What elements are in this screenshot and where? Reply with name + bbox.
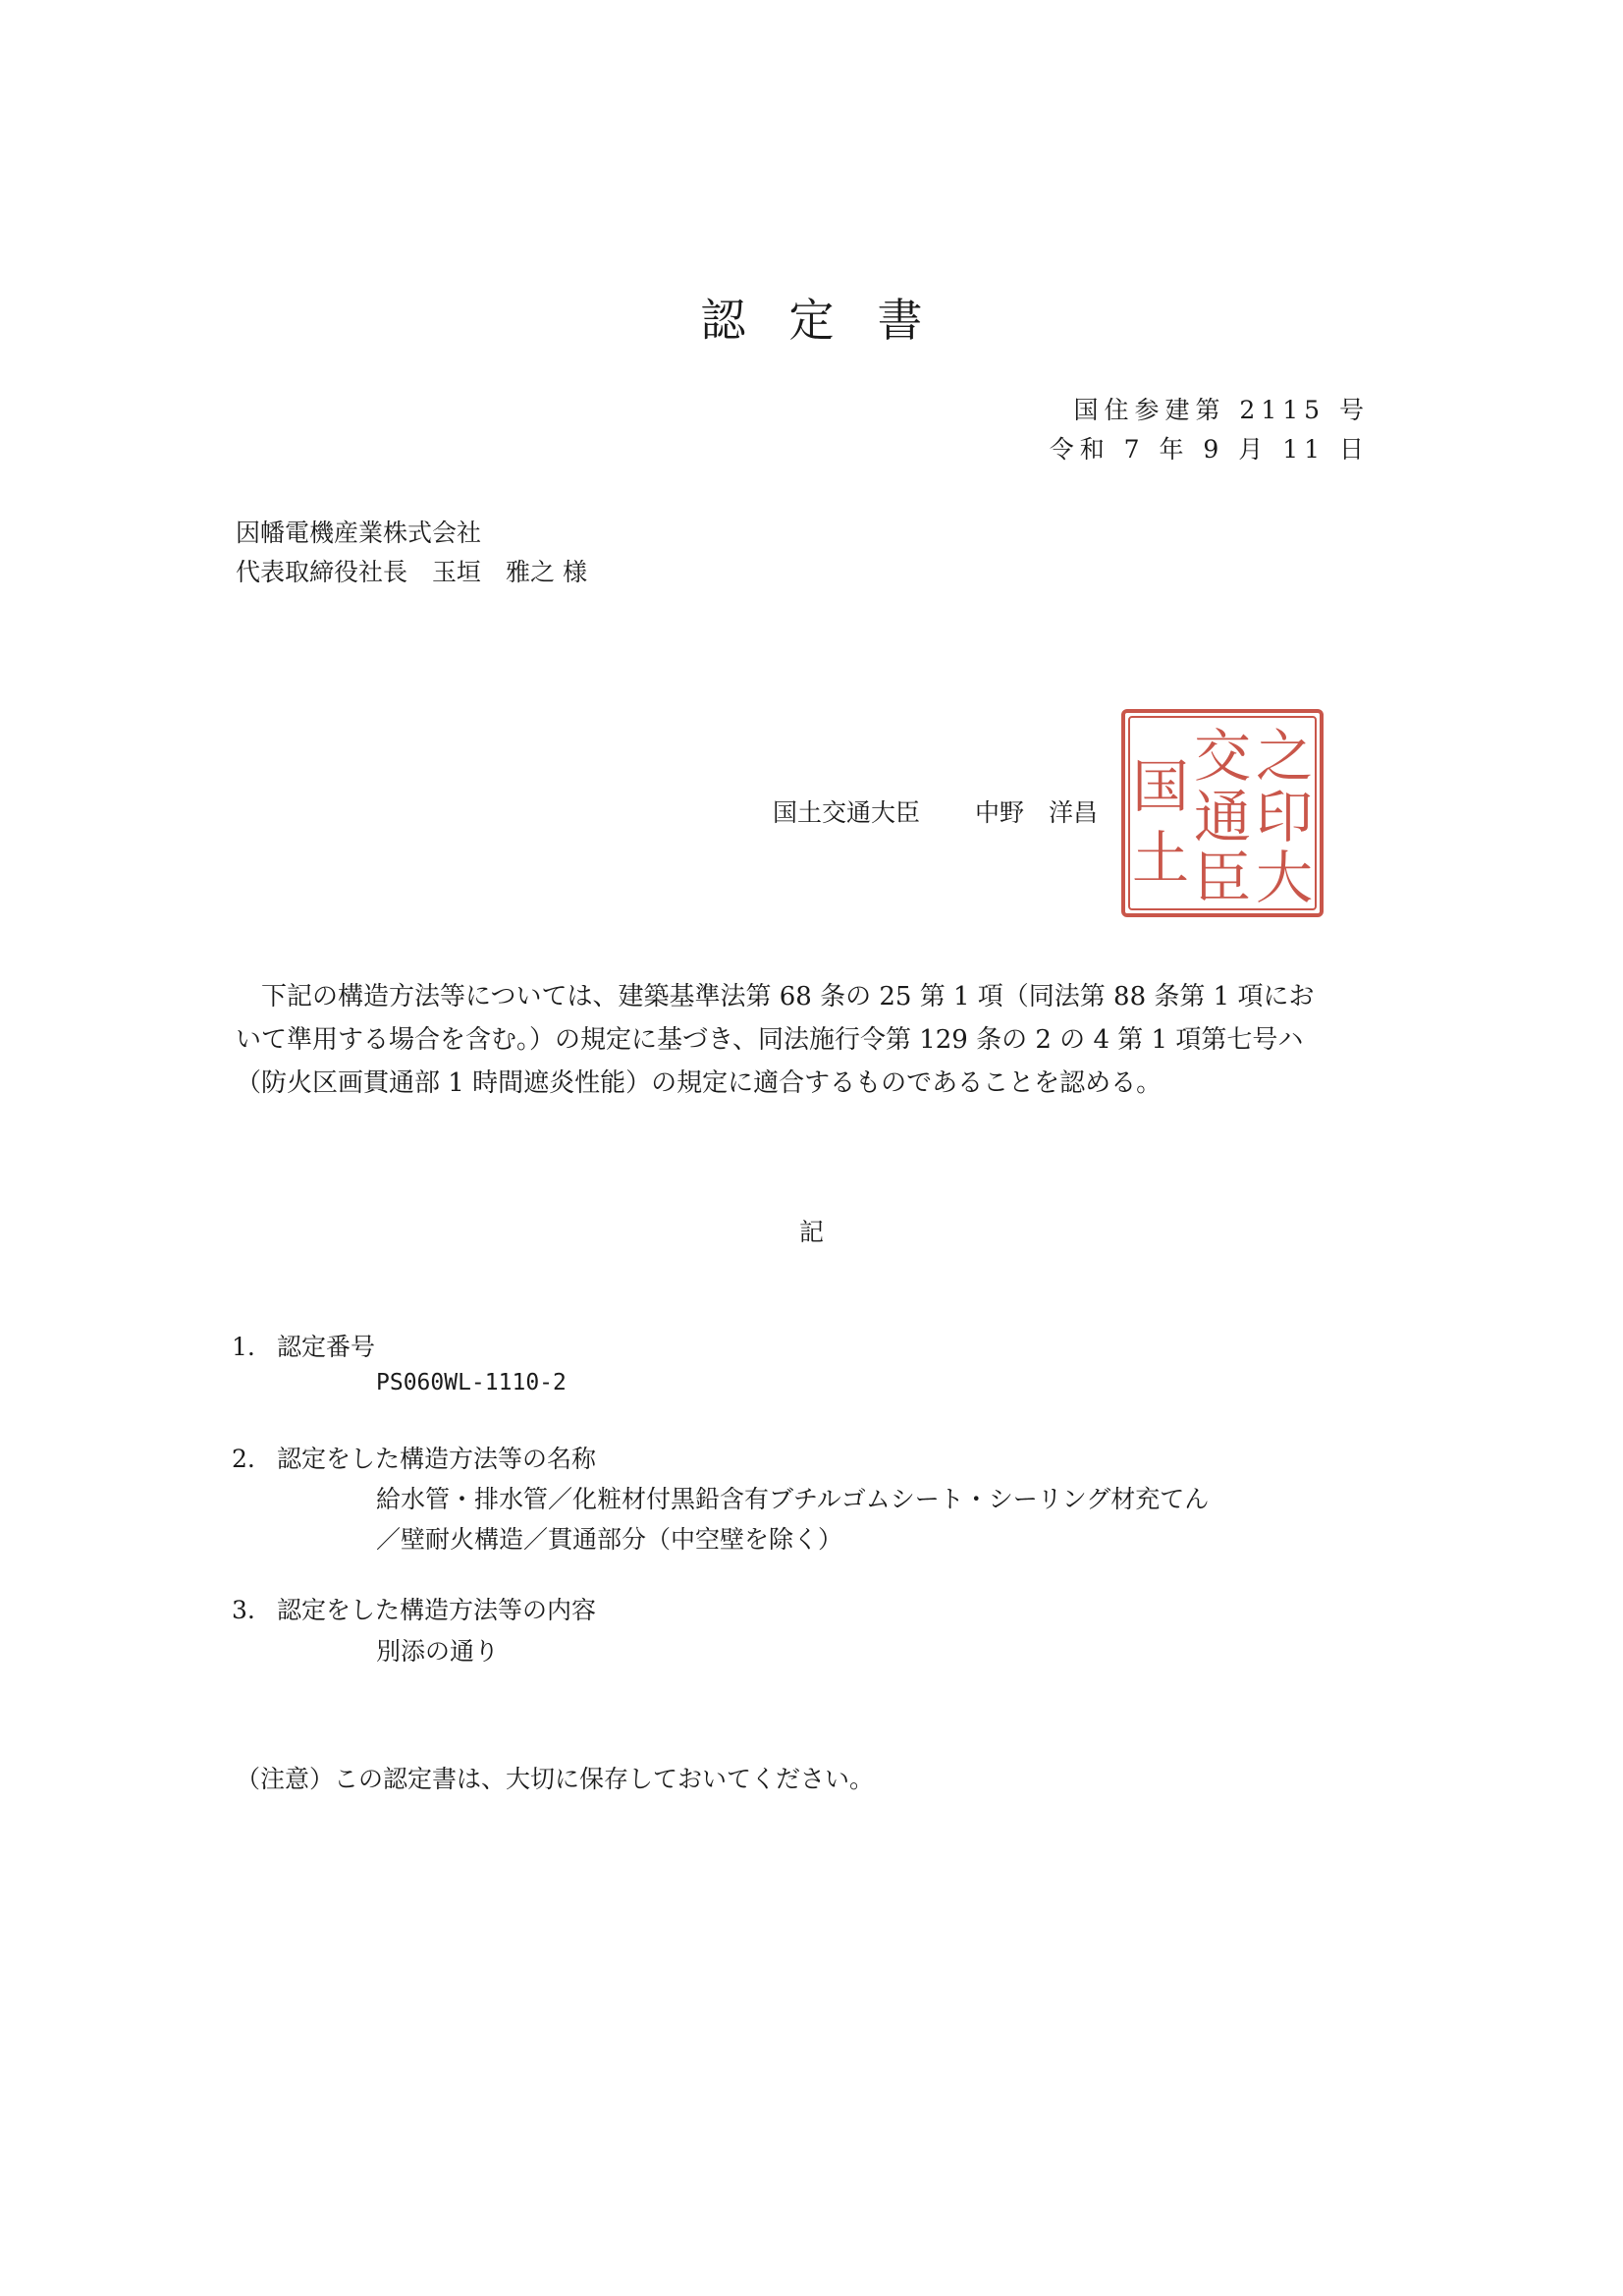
statement-line: 下記の構造方法等については、建築基準法第 68 条の 25 第 1 項（同法第 88 条第 1 項にお	[236, 982, 1315, 1011]
caution-note: （注意）この認定書は、大切に保存しておいてください。	[236, 1765, 875, 1793]
item-3-value: 別添の通り	[376, 1637, 500, 1666]
certification-statement	[236, 975, 1424, 1105]
statement-line: （防火区画貫通部 1 時間遮炎性能）の規定に適合するものであることを認める。	[236, 1068, 1163, 1098]
item-heading-text: 認定をした構造方法等の内容	[277, 1596, 597, 1624]
item-heading-text: 認定をした構造方法等の名称	[277, 1445, 597, 1473]
item-number: 3.	[232, 1596, 255, 1624]
item-3-heading	[232, 1591, 596, 1626]
issuer-line	[773, 793, 1098, 829]
ki-heading: 記	[798, 1218, 824, 1246]
item-1-value: PS060WL-1110-2	[376, 1370, 567, 1395]
official-seal	[1117, 705, 1327, 921]
seal-char: 臣	[1193, 845, 1252, 911]
item-2-value-line: ／壁耐火構造／貫通部分（中空壁を除く）	[376, 1525, 843, 1554]
seal-char: 土	[1131, 825, 1190, 892]
item-2-value-line: 給水管・排水管／化粧材付黒鉛含有ブチルゴムシート・シーリング材充てん	[376, 1485, 1210, 1513]
document-date: 令和 7 年 9 月 11 日	[1049, 435, 1370, 464]
item-number: 2.	[232, 1445, 255, 1473]
seal-char: 通	[1193, 784, 1252, 850]
recipient-representative: 代表取締役社長 玉垣 雅之 様	[236, 558, 587, 586]
seal-char: 交	[1193, 723, 1252, 790]
document-title: 認定書	[700, 294, 966, 347]
recipient-company: 因幡電機産業株式会社	[236, 519, 482, 547]
seal-char: 大	[1255, 845, 1314, 911]
issuer-title: 国土交通大臣	[773, 798, 921, 827]
item-heading-text: 認定番号	[277, 1333, 376, 1361]
issuer-name: 中野 洋昌	[975, 798, 1099, 827]
seal-char: 印	[1255, 784, 1314, 850]
document-number: 国住参建第 2115 号	[1073, 396, 1370, 424]
seal-char: 之	[1255, 723, 1314, 790]
item-2-heading	[232, 1440, 596, 1475]
item-1-heading	[232, 1328, 375, 1363]
item-number: 1.	[232, 1333, 255, 1361]
seal-char: 国	[1131, 753, 1190, 820]
statement-line: いて準用する場合を含む。）の規定に基づき、同法施行令第 129 条の 2 の 4 第 1 項第七号ハ	[236, 1025, 1304, 1055]
